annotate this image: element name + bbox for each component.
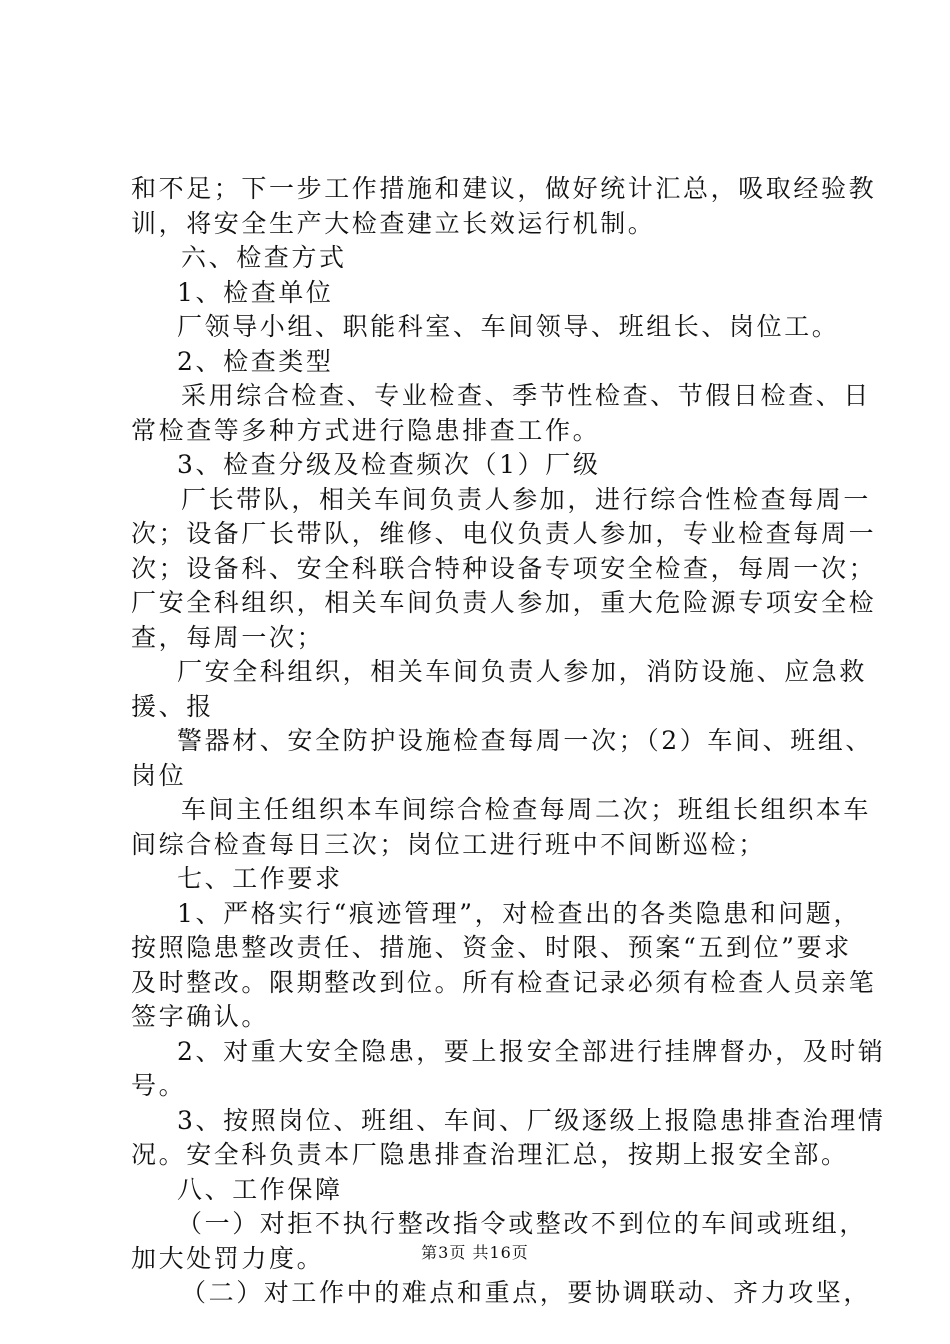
text-line: 援、报 bbox=[131, 691, 214, 721]
text-line: 间综合检查每日三次；岗位工进行班中不间断巡检； bbox=[131, 829, 766, 859]
text-line: 按照隐患整改责任、措施、资金、时限、预案“五到位”要求 bbox=[131, 933, 852, 962]
text-line: 2、对重大安全隐患，要上报安全部进行挂牌督办，及时销 bbox=[177, 1036, 886, 1066]
subsection-heading: 2、检查类型 bbox=[177, 346, 334, 376]
subsection-heading: 1、检查单位 bbox=[177, 277, 334, 307]
text-line: 厂安全科组织，相关车间负责人参加，消防设施、应急救 bbox=[177, 657, 868, 686]
text-line: （一）对拒不执行整改指令或整改不到位的车间或班组， bbox=[177, 1209, 868, 1238]
subsection-heading: 3、检查分级及检查频次（1）厂级 bbox=[177, 450, 601, 479]
text-line: 车间主任组织本车间综合检查每周二次；班组长组织本车 bbox=[181, 795, 872, 824]
text-line: 警器材、安全防护设施检查每周一次；（2）车间、班组、 bbox=[177, 726, 874, 755]
page-footer bbox=[0, 1240, 950, 1263]
text-line: 号。 bbox=[131, 1071, 187, 1100]
text-line: 岗位 bbox=[131, 760, 187, 790]
text-line: 采用综合检查、专业检查、季节性检查、节假日检查、日 bbox=[181, 381, 872, 410]
document-body bbox=[131, 172, 886, 1311]
text-line: 况。安全科负责本厂隐患排查治理汇总，按期上报安全部。 bbox=[131, 1140, 849, 1169]
text-line: 厂长带队，相关车间负责人参加，进行综合性检查每周一 bbox=[181, 484, 872, 514]
page-number-label: 第3页 共16页 bbox=[421, 1243, 529, 1262]
section-heading: 七、工作要求 bbox=[177, 864, 343, 893]
text-line: 训，将安全生产大检查建立长效运行机制。 bbox=[131, 208, 656, 238]
text-line: 3、按照岗位、班组、车间、厂级逐级上报隐患排查治理情 bbox=[177, 1105, 886, 1135]
text-line: 加大处罚力度。 bbox=[131, 1243, 325, 1273]
text-line: （二）对工作中的难点和重点，要协调联动、齐力攻坚， bbox=[181, 1278, 872, 1307]
text-line: 次；设备科、安全科联合特种设备专项安全检查，每周一次； bbox=[131, 553, 877, 583]
text-line: 及时整改。限期整改到位。所有检查记录必须有检查人员亲笔 bbox=[131, 967, 877, 997]
text-line: 查，每周一次； bbox=[131, 622, 325, 652]
text-line: 次；设备厂长带队，维修、电仪负责人参加，专业检查每周一 bbox=[131, 519, 877, 548]
text-line: 常检查等多种方式进行隐患排查工作。 bbox=[131, 415, 601, 445]
text-line: 1、严格实行“痕迹管理”，对检查出的各类隐患和问题， bbox=[177, 898, 862, 928]
text-line: 厂安全科组织，相关车间负责人参加，重大危险源专项安全检 bbox=[131, 588, 877, 617]
section-heading: 六、检查方式 bbox=[181, 243, 347, 272]
text-line: 签字确认。 bbox=[131, 1002, 270, 1031]
section-heading: 八、工作保障 bbox=[177, 1174, 343, 1204]
text-line: 厂领导小组、职能科室、车间领导、班组长、岗位工。 bbox=[177, 312, 840, 341]
text-line: 和不足；下一步工作措施和建议，做好统计汇总，吸取经验教 bbox=[131, 174, 877, 203]
